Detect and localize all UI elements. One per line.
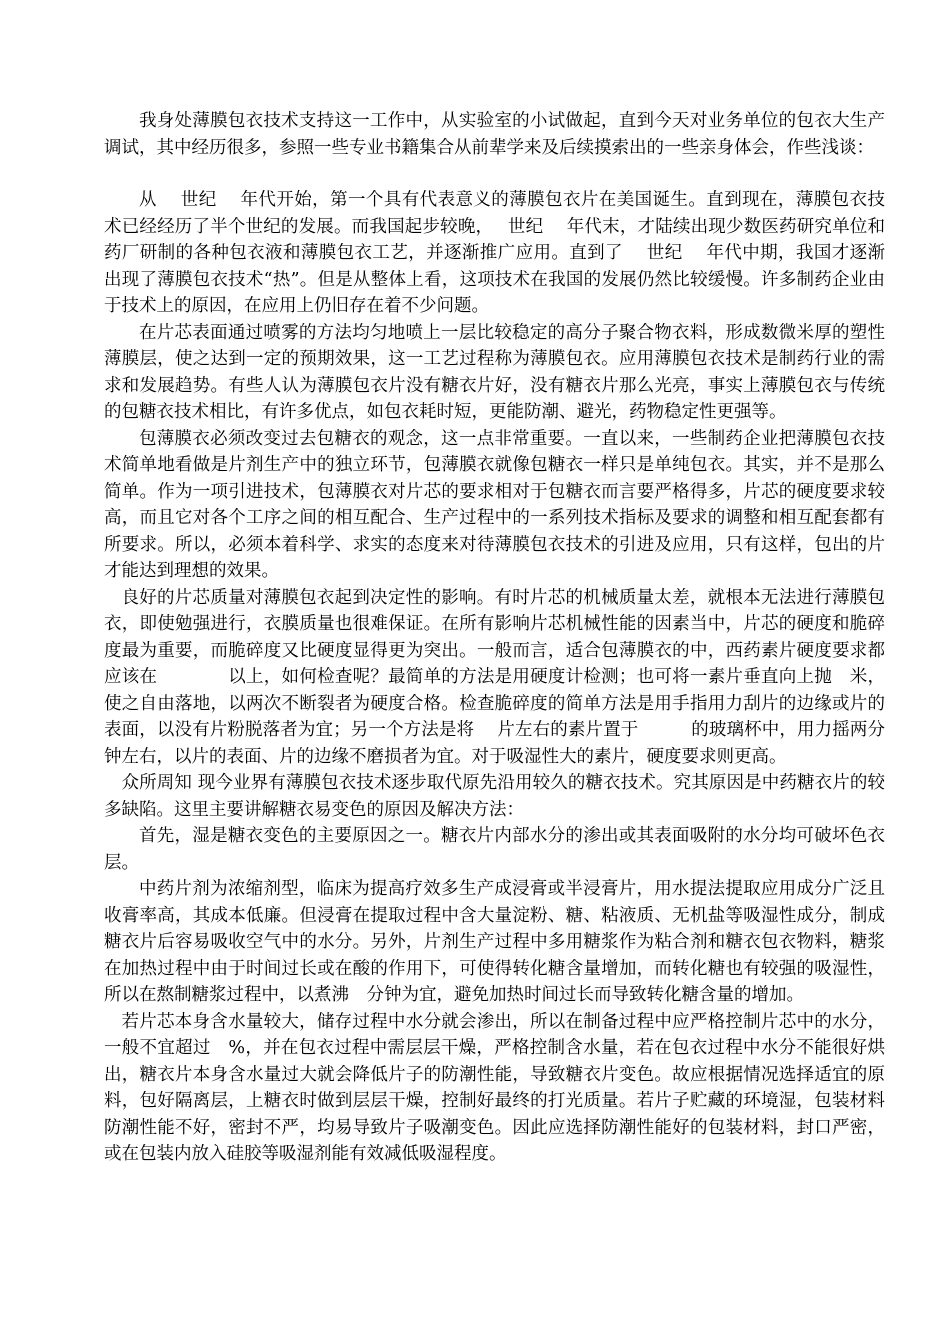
paragraph-intro: 我身处薄膜包衣技术支持这一工作中，从实验室的小试做起，直到今天对业务单位的包衣大生产调试，其中经历很多，参照一些专业书籍集合从前辈学来及后续摸索出的一些亲身体会，作些浅谈： [104,111,885,158]
paragraph-herbal-tablets: 中药片剂为浓缩剂型，临床为提高疗效多生产成浸膏或半浸膏片，用水提法提取应用成分广泛且收膏率高，其成本低廉。但浸膏在提取过程中含大量淀粉、糖、粘液质、无机盐等吸湿性成分，制成糖衣片后容易吸收空气中的水分。另外，片剂生产过程中多用糖浆作为粘合剂和糖衣包衣物料，糖浆在加热过程中由于时间过长或在酸的作用下，可使得转化糖含量增加，而转化糖也有较强的吸湿性，所以在熬制糖浆过程中，以煮沸 分钟为宜，避免加热时间过长而导致转化糖含量的增加。 [104,879,885,1005]
paragraph-definition: 在片芯表面通过喷雾的方法均匀地喷上一层比较稳定的高分子聚合物衣料，形成数微米厚的塑性薄膜层，使之达到一定的预期效果，这一工艺过程称为薄膜包衣。应用薄膜包衣技术是制药行业的需求和发展趋势。有些人认为薄膜包衣片没有糖衣片好，没有糖衣片那么光亮，事实上薄膜包衣与传统的包糖衣技术相比，有许多优点，如包衣耗时短，更能防潮、避光，药物稳定性更强等。 [104,322,885,422]
paragraph-concept: 包薄膜衣必须改变过去包糖衣的观念，这一点非常重要。一直以来，一些制药企业把薄膜包衣技术简单地看做是片剂生产中的独立环节，包薄膜衣就像包糖衣一样只是单纯包衣。其实，并不是那么简单。作为一项引进技术，包薄膜衣对片芯的要求相对于包糖衣而言要严格得多，片芯的硬度要求较高，而且它对各个工序之间的相互配合、生产过程中的一系列技术指标及要求的调整和相互配套都有所要求。所以，必须本着科学、求实的态度来对待薄膜包衣技术的引进及应用，只有这样，包出的片才能达到理想的效果。 [104,428,885,581]
paragraph-core-quality: 良好的片芯质量对薄膜包衣起到决定性的影响。有时片芯的机械质量太差，就根本无法进行薄膜包衣，即使勉强进行，衣膜质量也很难保证。在所有影响片芯机械性能的因素当中，片芯的硬度和脆碎度最为重要，而脆碎度又比硬度显得更为突出。一般而言，适合包薄膜衣的中，西药素片硬度要求都应该在 以上，如何检查呢？最简单的方法是用硬度计检测；也可将一素片垂直向上抛 米，使之自由落地，以两次不断裂者为硬度合格。检查脆碎度的简单方法是用手指用力刮片的边缘或片的表面，以没有片粉脱落者为宜；另一个方法是将 片左右的素片置于 的玻璃杯中，用力摇两分钟左右，以片的表面、片的边缘不磨损者为宜。对于吸湿性大的素片，硬度要求则更高。 [104,587,885,767]
paragraph-history: 从 世纪 年代开始，第一个具有代表意义的薄膜包衣片在美国诞生。直到现在，薄膜包衣技术已经经历了半个世纪的发展。而我国起步较晚， 世纪 年代末，才陆续出现少数医药研究单位和药厂研制的各种包衣液和薄膜包衣工艺，并逐渐推广应用。直到了 世纪 年代中期，我国才逐渐出现了薄膜包衣技术“热”。但是从整体上看，这项技术在我国的发展仍然比较缓慢。许多制药企业由于技术上的原因，在应用上仍旧存在着不少问题。 [104,190,885,316]
paragraph-moisture: 首先，湿是糖衣变色的主要原因之一。糖衣片内部水分的渗出或其表面吸附的水分均可破坏色衣层。 [104,826,885,873]
document-body [104,108,885,1168]
paragraph-water-content: 若片芯本身含水量较大，储存过程中水分就会渗出，所以在制备过程中应严格控制片芯中的水分，一般不宜超过 %，并在包衣过程中需层层干燥，严格控制含水量，若在包衣过程中水分不能很好烘出，糖衣片本身含水量过大就会降低片子的防潮性能，导致糖衣片变色。故应根据情况选择适宜的原料，包好隔离层，上糖衣时做到层层干燥，控制好最终的打光质量。若片子贮藏的环境湿，包装材料防潮性能不好，密封不严，均易导致片子吸潮变色。因此应选择防潮性能好的包装材料，封口严密，或在包装内放入硅胶等吸湿剂能有效减低吸湿程度。 [104,1011,885,1164]
paragraph-sugar-coating: 众所周知 现今业界有薄膜包衣技术逐步取代原先沿用较久的糖衣技术。究其原因是中药糖衣片的较多缺陷。这里主要讲解糖衣易变色的原因及解决方法： [104,773,885,820]
